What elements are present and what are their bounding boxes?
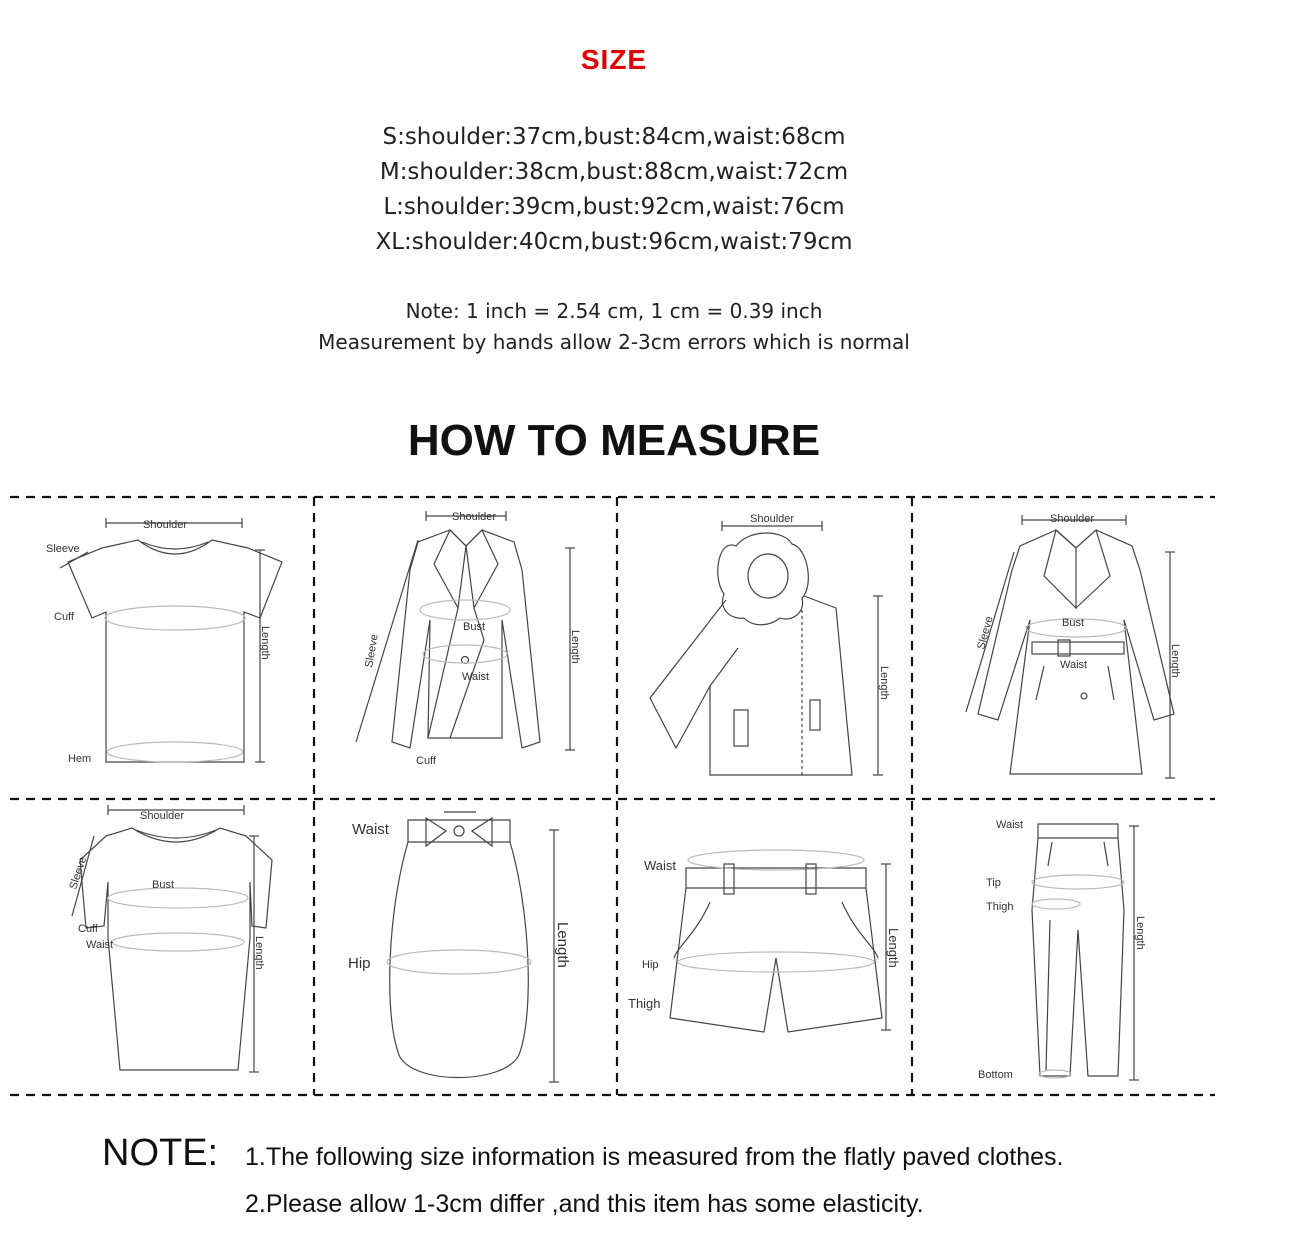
dress-label-bust: Bust xyxy=(152,879,175,891)
tshirt-label-sleeve: Sleeve xyxy=(46,543,80,555)
footer-note-line-2: 2.Please allow 1-3cm differ ,and this item has some elasticity. xyxy=(245,1190,924,1218)
coat-label-shoulder: Shoulder xyxy=(1050,513,1095,525)
size-row-m: M:shoulder:38cm,bust:88cm,waist:72cm xyxy=(379,159,849,185)
size-row-l: L:shoulder:39cm,bust:92cm,waist:76cm xyxy=(383,194,845,220)
dress-label-sleeve: Sleeve xyxy=(67,855,90,891)
size-chart xyxy=(0,120,1228,260)
cape-label-shoulder: Shoulder xyxy=(750,513,795,525)
coat-label-sleeve: Sleeve xyxy=(975,615,996,651)
skirt-label-hip: Hip xyxy=(348,955,371,972)
measurement-diagram-grid xyxy=(10,490,1220,1100)
unit-notes xyxy=(0,296,1228,358)
blazer-label-sleeve: Sleeve xyxy=(363,633,381,669)
tshirt-label-cuff: Cuff xyxy=(54,611,74,623)
trousers-label-length: Length xyxy=(1134,916,1146,950)
trousers-label-tip: Tip xyxy=(986,877,1001,889)
tshirt-label-length: Length xyxy=(259,626,271,660)
coat-label-waist: Waist xyxy=(1060,659,1088,671)
trousers-label-waist: Waist xyxy=(996,819,1024,831)
tshirt-label-shoulder: Shoulder xyxy=(143,519,188,531)
shorts-label-waist: Waist xyxy=(644,858,677,873)
shorts-label-length: Length xyxy=(886,928,901,968)
dress-label-cuff: Cuff xyxy=(78,923,98,935)
shorts-label-thigh: Thigh xyxy=(628,996,661,1011)
skirt-diagram xyxy=(387,812,559,1082)
cape-diagram xyxy=(650,521,883,775)
blazer-label-waist: Waist xyxy=(462,671,490,683)
shorts-diagram xyxy=(670,850,891,1032)
trousers-label-thigh: Thigh xyxy=(986,901,1014,913)
footer-note-label: NOTE: xyxy=(102,1132,219,1174)
coat-diagram xyxy=(966,515,1175,778)
dress-label-waist: Waist xyxy=(86,939,114,951)
coat-label-bust: Bust xyxy=(1062,617,1085,629)
tshirt-label-hem: Hem xyxy=(68,753,92,765)
blazer-label-cuff: Cuff xyxy=(416,755,436,767)
blazer-label-bust: Bust xyxy=(463,621,486,633)
unit-conversion-note: Note: 1 inch = 2.54 cm, 1 cm = 0.39 inch xyxy=(405,299,823,323)
size-row-s: S:shoulder:37cm,bust:84cm,waist:68cm xyxy=(382,124,846,150)
size-title: SIZE xyxy=(580,44,648,75)
coat-label-length: Length xyxy=(1169,644,1181,678)
dress-label-length: Length xyxy=(253,936,265,970)
skirt-label-waist: Waist xyxy=(352,821,389,838)
trousers-label-bottom: Bottom xyxy=(978,1069,1013,1081)
skirt-label-length: Length xyxy=(554,922,571,968)
measurement-error-note: Measurement by hands allow 2-3cm errors which is normal xyxy=(318,330,910,354)
cape-label-length: Length xyxy=(878,666,890,700)
size-row-xl: XL:shoulder:40cm,bust:96cm,waist:79cm xyxy=(375,229,853,255)
grid-lines xyxy=(10,497,1215,1095)
dress-label-shoulder: Shoulder xyxy=(140,810,185,822)
footer-note-line-1: 1.The following size information is measured from the flatly paved clothes. xyxy=(245,1143,1064,1171)
how-to-measure-title: HOW TO MEASURE xyxy=(407,416,821,465)
trousers-diagram xyxy=(1032,824,1139,1080)
blazer-label-length: Length xyxy=(569,630,581,664)
tshirt-diagram xyxy=(60,518,282,762)
blazer-label-shoulder: Shoulder xyxy=(452,511,497,523)
shorts-label-hip: Hip xyxy=(642,959,659,971)
